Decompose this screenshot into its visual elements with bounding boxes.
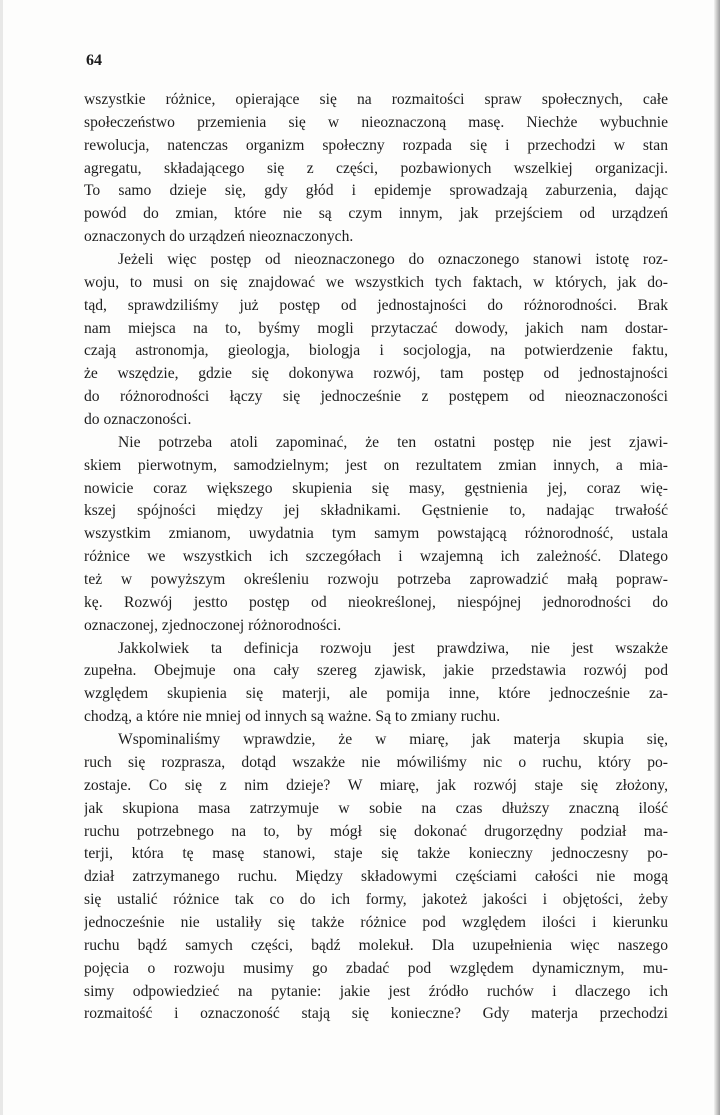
text-line: wszystkim zmianom, uwydatnia tym samym powstającą różnorodność, ustala [84, 525, 668, 543]
text-line: chodzą, a które nie mniej od innych są ważne. Są to zmiany ruchu. [84, 708, 501, 726]
text-line: się ustalić różnice tak co do ich formy, jakoteż jakości i objętości, żeby [84, 891, 668, 909]
text-line: nowicie coraz większego skupienia się masy, gęstnienia jej, coraz wię- [84, 479, 668, 497]
paragraph [84, 729, 668, 1026]
text-line: woju, to musi on się znajdować we wszystkich tych faktach, w których, jak do- [84, 273, 668, 291]
text-line: czają astronomja, gieologja, biologja i socjologja, na potwierdzenie faktu, [84, 342, 668, 360]
text-line: skiem pierwotnym, samodzielnym; jest on rezultatem zmian innych, a mia- [84, 456, 668, 474]
text-line: simy odpowiedzieć na pytanie: jakie jest źródło ruchów i dlaczego ich [84, 982, 668, 1000]
text-line: ruch się rozprasza, dotąd wszakże nie mówiliśmy nic o ruchu, który po- [84, 753, 668, 771]
text-line: pojęcia o rozwoju musimy go zbadać pod względem dynamicznym, mu- [84, 959, 668, 977]
text-line: Nie potrzeba atoli zapominać, że ten ostatni postęp nie jest zjawi- [118, 433, 668, 451]
text-line: agregatu, składającego się z części, pozbawionych wszelkiej organizacji. [84, 159, 668, 177]
text-line: jak skupiona masa zatrzymuje w sobie na czas dłuższy znaczną ilość [84, 799, 668, 817]
text-line: kszej spójności między jej składnikami. Gęstnienie to, nadając trwałość [84, 502, 668, 520]
text-line: jednocześnie nie ustaliły się także różnice pod względem ilości i kierunku [84, 913, 668, 931]
text-line: nam miejsca na to, byśmy mogli przytaczać dowody, jakich nam dostar- [84, 319, 668, 337]
paragraph [84, 638, 668, 729]
paragraph [84, 249, 668, 432]
text-line: wszystkie różnice, opierające się na rozmaitości spraw społecznych, całe [84, 91, 668, 108]
text-line: Jakkolwiek ta definicja rozwoju jest prawdziwa, nie jest wszakże [118, 639, 668, 657]
text-line: rewolucja, natenczas organizm społeczny rozpada się i przechodzi w stan [84, 136, 668, 154]
text-line: kę. Rozwój jestto postęp od nieokreślonej, niespójnej jednorodności do [84, 593, 668, 611]
scan-right-edge [714, 0, 720, 1115]
text-line: Wspominaliśmy wprawdzie, że w miarę, jak materja skupia się, [118, 731, 668, 749]
text-line: że wszędzie, gdzie się dokonywa rozwój, tam postęp od jednostajności [84, 365, 668, 383]
text-line: do oznaczoności. [84, 411, 192, 429]
text-line: oznaczonych do urządzeń nieoznaczonych. [84, 228, 354, 246]
scan-left-edge [0, 0, 3, 1115]
text-line: powód do zmian, które nie są czym innym, jak przejściem od urządzeń [84, 205, 668, 223]
text-line: zupełna. Obejmuje ona cały szereg zjawisk, jakie przedstawia rozwój pod [84, 662, 668, 680]
text-line: względem skupienia się materji, ale pomija inne, które jednocześnie za- [84, 685, 668, 703]
text-line: tąd, sprawdziliśmy już postęp od jednostajności do różnorodności. Brak [84, 296, 668, 314]
paragraph [84, 89, 668, 249]
text-line: do różnorodności łączy się jednocześnie z postępem od nieoznaczoności [84, 388, 668, 406]
text-line: terji, która tę masę stanowi, staje się także konieczny jednoczesny po- [84, 845, 668, 863]
body-text [84, 89, 668, 1026]
page-number: 64 [86, 52, 102, 69]
text-line: różnice we wszystkich ich szczegółach i wzajemną ich zależność. Dlatego [84, 548, 668, 566]
text-line: To samo dzieje się, gdy głód i epidemje sprowadzają zaburzenia, dając [84, 182, 668, 200]
text-line: oznaczonej, zjednoczonej różnorodności. [84, 616, 342, 634]
paragraph [84, 432, 668, 638]
text-line: społeczeństwo przemienia się w nieoznaczoną masę. Niechże wybuchnie [84, 113, 668, 131]
text-line: też w powyższym określeniu rozwoju potrzeba zaprowadzić małą popraw- [84, 571, 668, 589]
text-line: rozmaitość i oznaczoność stają się konieczne? Gdy materja przechodzi [84, 1005, 668, 1023]
text-line: ruchu potrzebnego na to, by mógł się dokonać drugorzędny podział ma- [84, 822, 668, 840]
text-line: Jeżeli więc postęp od nieoznaczonego do oznaczonego stanowi istotę roz- [118, 251, 668, 269]
text-line: ruchu bądź samych części, bądź molekuł. Dla uzupełnienia więc naszego [84, 936, 668, 954]
text-line: zostaje. Co się z nim dzieje? W miarę, jak rozwój staje się złożony, [84, 776, 668, 794]
text-line: dział zatrzymanego ruchu. Między składowymi częściami całości nie mogą [84, 868, 668, 886]
